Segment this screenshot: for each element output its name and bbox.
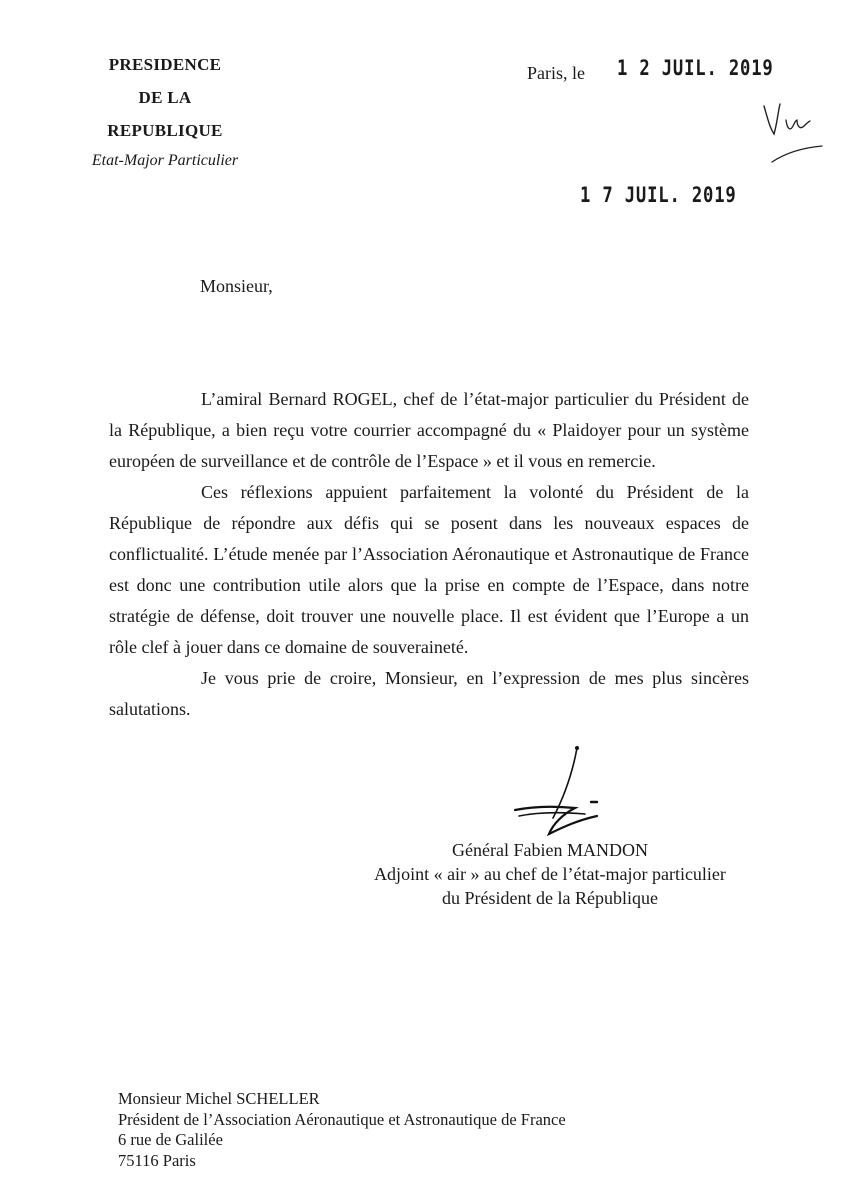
letterhead [60, 48, 270, 174]
letter-salutation: Monsieur, [200, 276, 273, 296]
recipient-city: 75116 Paris [118, 1150, 196, 1170]
letterhead-subtitle: Etat-Major Particulier [91, 152, 239, 169]
date-stamp-received: 1 7 JUIL. 2019 [580, 183, 737, 207]
recipient-role: Président de l’Association Aéronautique et Astronautique de France [118, 1109, 566, 1129]
date-stamp-sent: 1 2 JUIL. 2019 [617, 56, 774, 80]
handwritten-signature [505, 740, 635, 840]
letter-body [109, 384, 749, 725]
letter-paragraph: Ces réflexions appuient parfaitement la volonté du Président de la République de répondre aux défis qui se posent dans les nouveaux espaces de conflictualité. L’étude menée par l’Association Aéronautique et Astronautique de France est donc une contribution utile alors que la prise en compte de l’Espace, dans notre stratégie de défense, doit trouver une nouvelle place. Il est évident que l’Europe a un rôle clef à jouer dans ce domaine de souveraineté. [109, 482, 749, 657]
letter-paragraph: L’amiral Bernard ROGEL, chef de l’état-major particulier du Président de la République, a bien reçu votre courrier accompagné du « Plaidoyer pour un système européen de surveillance et de contrôle de l’Espace » et il vous en remercie. [109, 389, 749, 471]
handwritten-vu-annotation [760, 98, 830, 178]
letter-paragraph: Je vous prie de croire, Monsieur, en l’expression de mes plus sincères salutations. [109, 668, 749, 719]
letterhead-line-1: PRESIDENCE [108, 55, 222, 74]
signatory-name: Général Fabien MANDON [452, 840, 648, 860]
signatory-title-line-2: du Président de la République [442, 888, 658, 908]
recipient-street: 6 rue de Galilée [118, 1130, 223, 1149]
signatory-title-line-1: Adjoint « air » au chef de l’état-major particulier [374, 864, 726, 884]
recipient-name: Monsieur Michel SCHELLER [118, 1089, 320, 1108]
letterhead-line-2: DE LA [138, 88, 192, 107]
letterhead-line-3: REPUBLIQUE [107, 121, 223, 140]
date-place: Paris, le [527, 63, 585, 83]
recipient-address [118, 1089, 566, 1171]
signature-block [360, 838, 740, 910]
